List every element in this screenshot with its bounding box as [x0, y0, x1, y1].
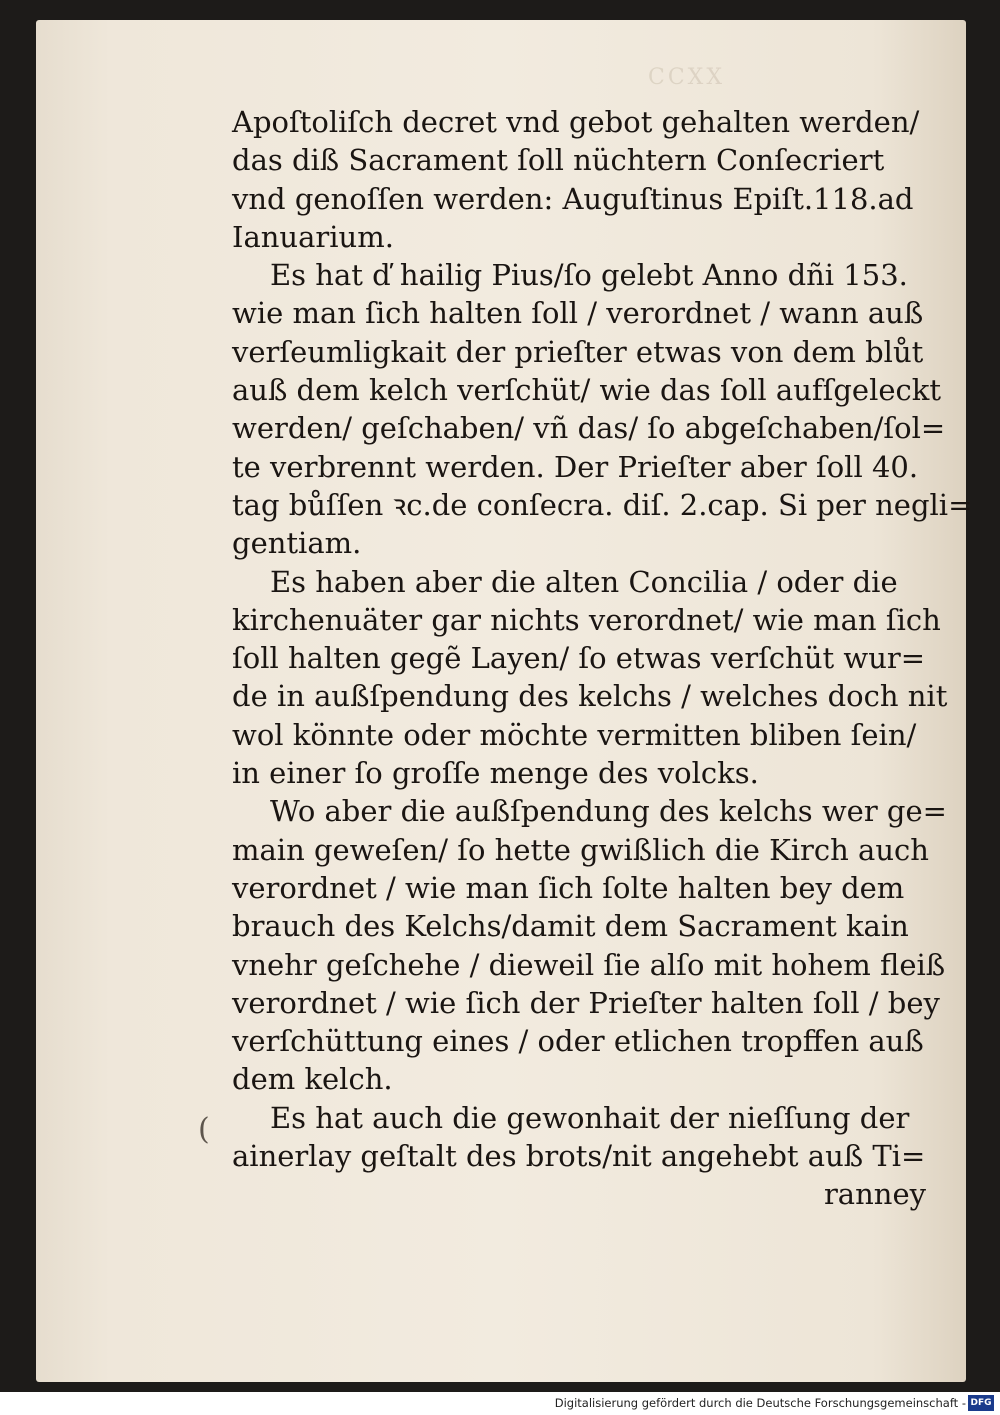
text-line: wol könnte oder möchte vermitten bliben ſein/ — [232, 717, 917, 752]
dfg-logo: DFG — [968, 1395, 994, 1411]
text-line: wie man ſich halten ſoll / verordnet / wann auß — [232, 296, 924, 331]
text-line: ſoll halten gegẽ Layen/ ſo etwas verſchüt wur= — [232, 641, 926, 676]
text-line: vnd genoſſen werden: Auguſtinus Epiſt.118.ad — [232, 181, 914, 216]
text-line: das diß Sacrament ſoll nüchtern Conſecriert — [232, 143, 885, 178]
text-line: verſeumligkait der prieſter etwas von dem blůt — [232, 334, 924, 369]
margin-mark: ( — [198, 1112, 210, 1147]
funding-notice: Digitalisierung gefördert durch die Deutsche Forschungsgemeinschaft - — [554, 1396, 966, 1410]
page-text — [232, 103, 973, 1214]
text-line: verſchüttung eines / oder etlichen tropffen auß — [232, 1024, 924, 1059]
text-line: te verbrennt werden. Der Prieſter aber ſoll 40. — [232, 449, 919, 484]
paragraph-start-line: Es haben aber die alten Concilia / oder die — [270, 564, 898, 599]
text-line: de in außſpendung des kelchs / welches doch nit — [232, 679, 948, 714]
text-line: gentiam. — [232, 526, 362, 561]
text-line: kirchenuäter gar nichts verordnet/ wie man ſich — [232, 602, 941, 637]
text-line: werden/ geſchaben/ vñ das/ ſo abgeſchaben/ſol= — [232, 411, 946, 446]
text-line: tag bůſſen ꝛc.de conſecra. diſ. 2.cap. Si per negli= — [232, 487, 973, 522]
footer-bar — [0, 1393, 1000, 1415]
paragraph-start-line: Es hat ď hailig Pius/ſo gelebt Anno dñi 153. — [270, 258, 908, 293]
text-line: auß dem kelch verſchüt/ wie das ſoll aufſgeleckt — [232, 373, 941, 408]
running-head-show-through: CCXX — [648, 65, 725, 90]
text-line: main geweſen/ ſo hette gwißlich die Kirch auch — [232, 832, 929, 867]
paragraph-start-line: Es hat auch die gewonhait der nieſſung der — [270, 1100, 910, 1135]
text-line: vnehr geſchehe / dieweil ſie alſo mit hohem fleiß — [232, 947, 946, 982]
text-line: ainerlay geſtalt des brots/nit angehebt auß Ti= — [232, 1139, 926, 1174]
text-line: verordnet / wie ſich der Prieſter halten ſoll / bey — [232, 985, 940, 1020]
text-line: Ianuarium. — [232, 219, 394, 254]
text-line: brauch des Kelchs/damit dem Sacrament kain — [232, 909, 909, 944]
text-line: in einer ſo groſſe menge des volcks. — [232, 756, 759, 791]
text-line: verordnet / wie man ſich ſolte halten bey dem — [232, 870, 905, 905]
catchword: ranney — [823, 1177, 926, 1212]
text-line: Apoſtoliſch decret vnd gebot gehalten werden/ — [232, 105, 920, 139]
text-line: dem kelch. — [232, 1062, 393, 1097]
paragraph-start-line: Wo aber die außſpendung des kelchs wer ge= — [270, 794, 947, 829]
